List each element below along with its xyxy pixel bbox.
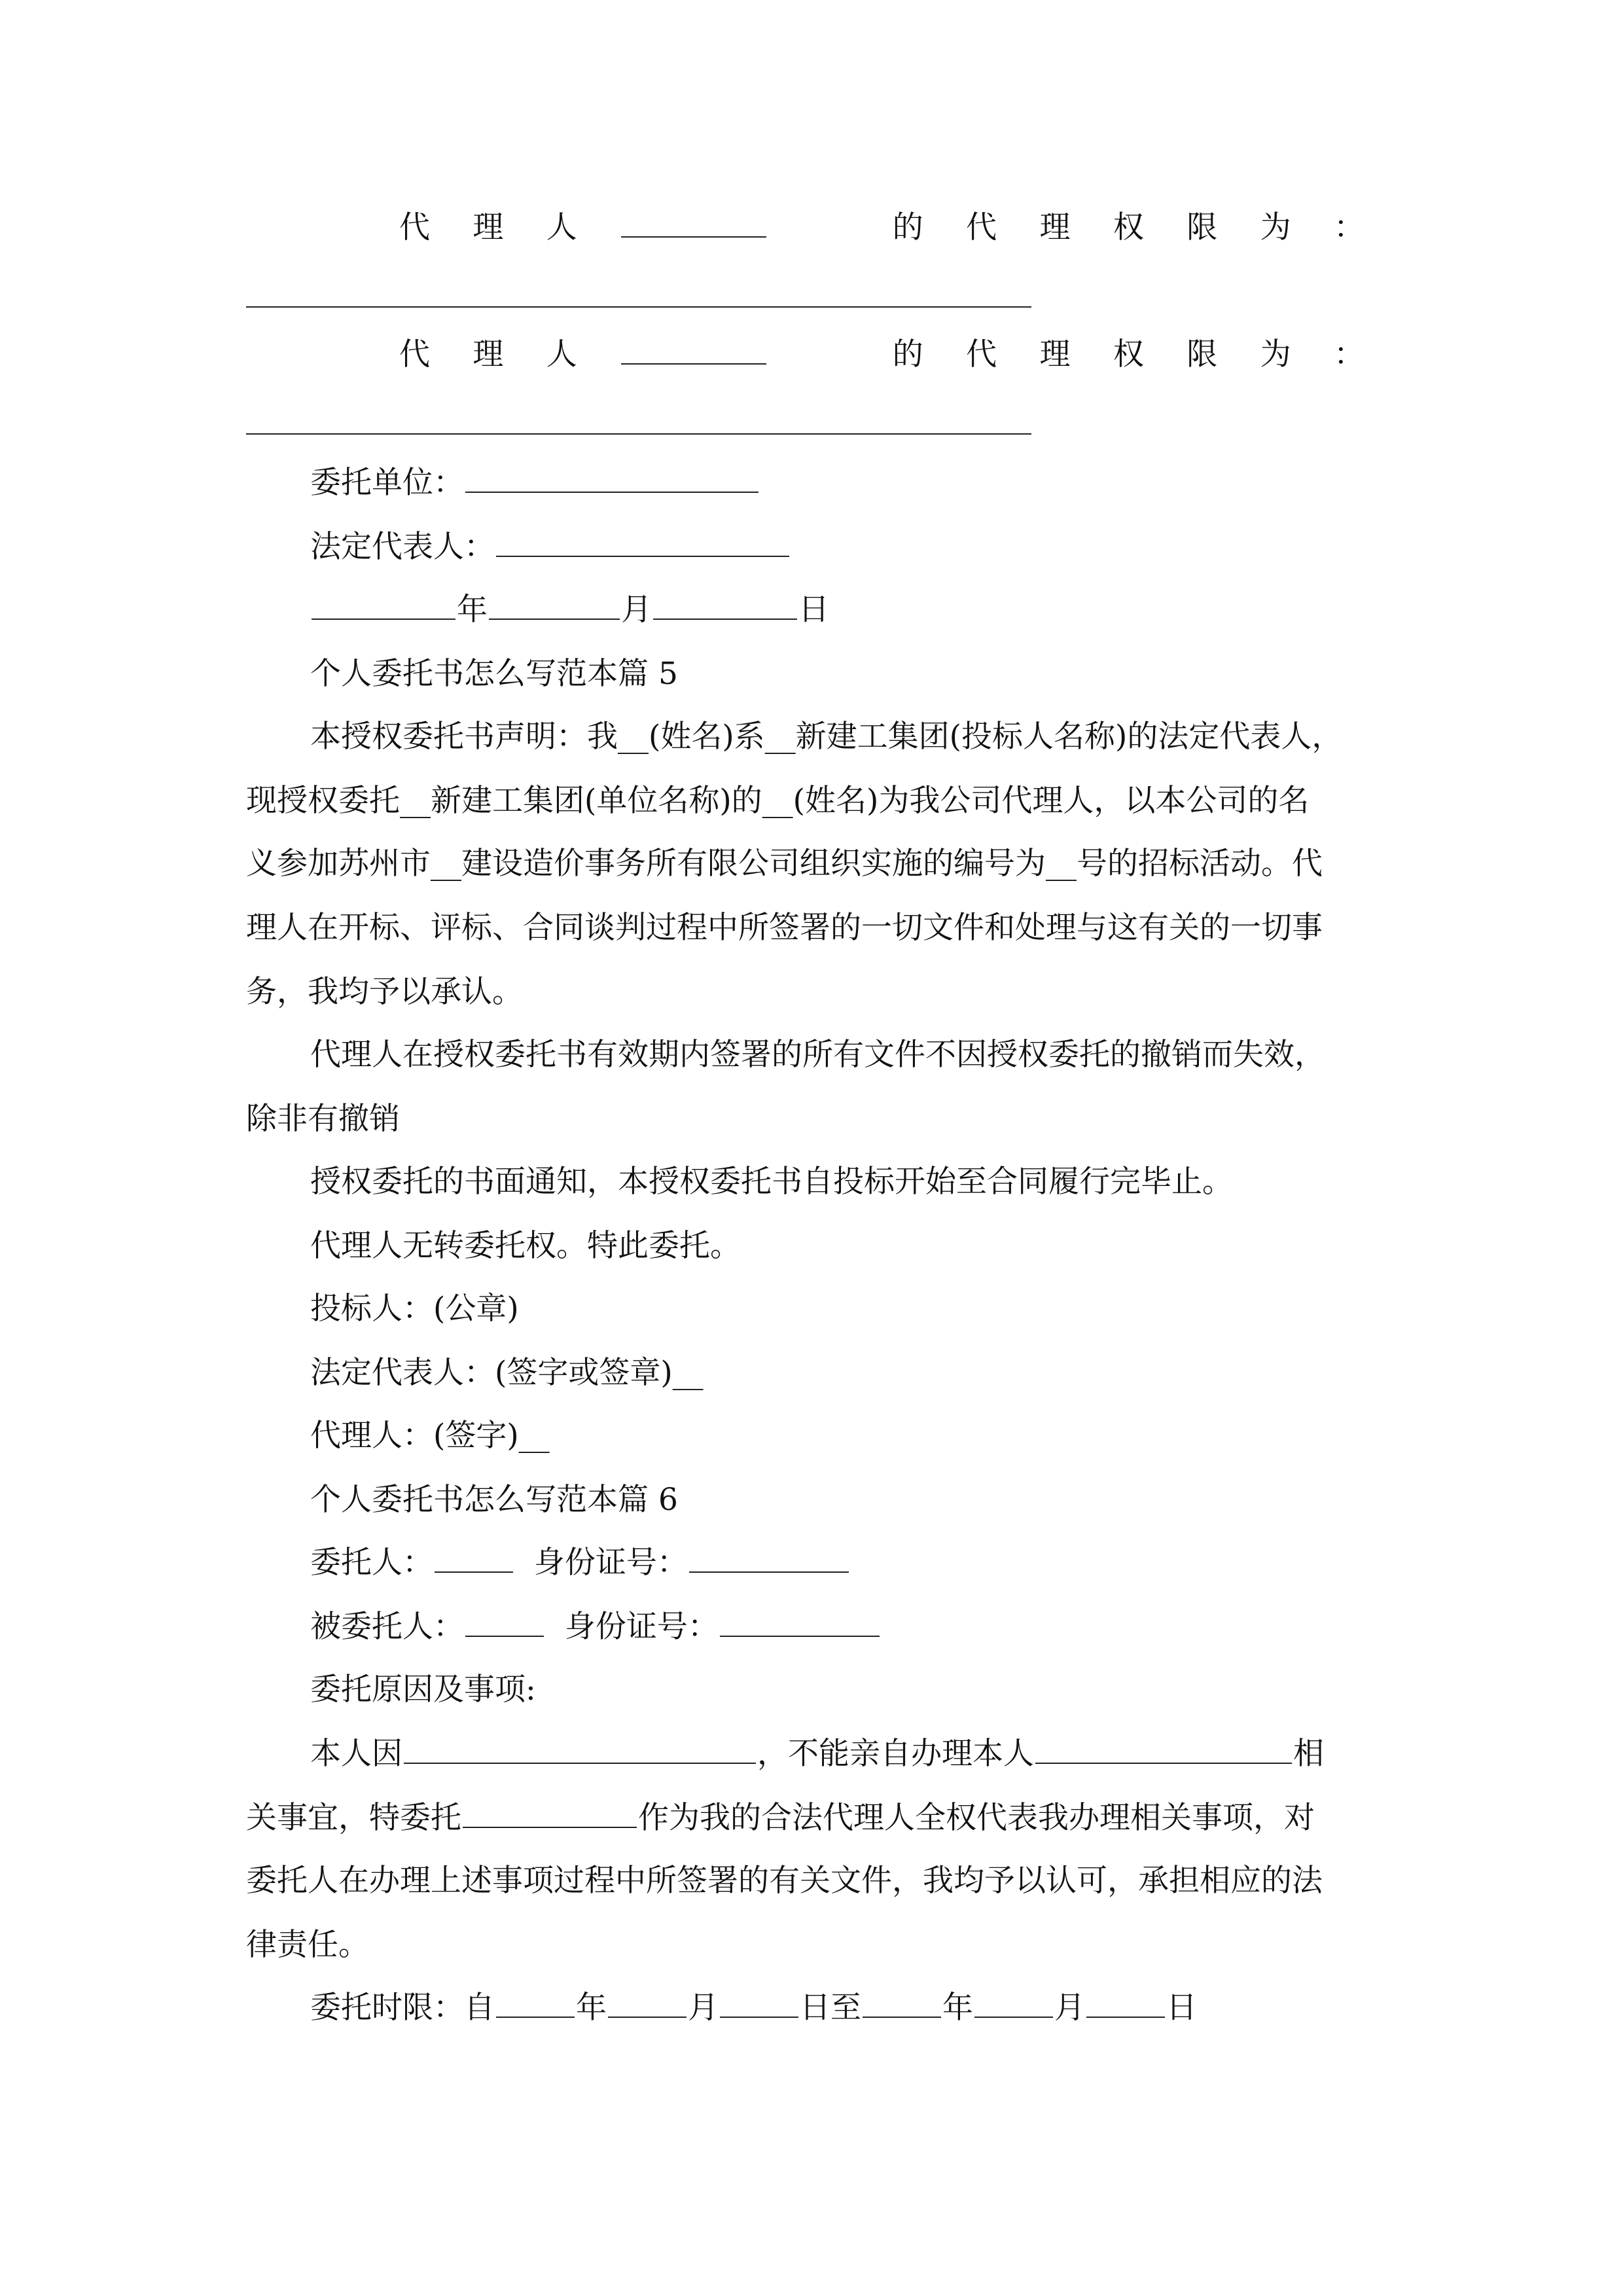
blank (974, 1990, 1053, 2018)
section6-p-line4: 律责任。 (246, 1927, 369, 1963)
legal-rep-line (310, 528, 1397, 567)
char: 代 (399, 336, 430, 372)
blank (720, 1990, 798, 2018)
matter-blank (1035, 1736, 1292, 1764)
principal-label: 委托人： (310, 1545, 433, 1581)
agent-name-blank (621, 337, 766, 365)
year-label: 年 (457, 592, 488, 628)
agent-id-label: 身份证号： (564, 1609, 719, 1645)
reason-blank (404, 1736, 756, 1764)
blank (1086, 1990, 1165, 2018)
text: 委托时限：自 (310, 1990, 495, 2026)
text: 月 (688, 1990, 719, 2026)
char: 人 (546, 209, 577, 245)
section5-p1-line3: 义参加苏州市__建设造价事务所有限公司组织实施的编号为__号的招标活动。代 (246, 846, 1323, 882)
principal-id-blank (689, 1545, 849, 1573)
section5-p2-line2: 除非有撤销 (246, 1101, 400, 1137)
text: 月 (1054, 1990, 1085, 2026)
section5-p1-line5: 务，我均予以承认。 (246, 974, 523, 1010)
entrust-unit-line (310, 463, 1397, 503)
char: 为 (1260, 336, 1291, 372)
section5-heading: 个人委托书怎么写范本篇 5 (310, 656, 678, 692)
char: 代 (966, 336, 997, 372)
char: 代 (966, 209, 997, 245)
text: 年 (576, 1990, 607, 2026)
blank (608, 1990, 687, 2018)
agent-label: 被委托人： (310, 1609, 464, 1645)
text: 相 (1293, 1736, 1324, 1772)
blank (496, 1990, 575, 2018)
char: 的 (892, 209, 923, 245)
authority-blank-line-2 (246, 433, 1031, 435)
text: 日至 (800, 1990, 861, 2026)
section6-p-line2 (246, 1799, 1398, 1838)
char: 的 (892, 336, 923, 372)
legal-rep-sign-line: 法定代表人：(签字或签章)__ (310, 1355, 704, 1391)
entrust-unit-blank (465, 465, 758, 493)
text: 年 (942, 1990, 973, 2026)
bidder-line: 投标人：(公章) (310, 1291, 519, 1327)
legal-rep-label: 法定代表人： (310, 529, 495, 565)
section5-p1-line1: 本授权委托书声明：我__(姓名)系__新建工集团(投标人名称)的法定代表人， (310, 719, 1343, 755)
section5-p3: 授权委托的书面通知，本授权委托书自投标开始至合同履行完毕止。 (310, 1164, 1233, 1200)
month-label: 月 (621, 592, 652, 628)
date-line (310, 590, 1397, 630)
blank (863, 1990, 941, 2018)
agent-name-blank (621, 210, 766, 238)
section6-heading: 个人委托书怎么写范本篇 6 (310, 1482, 678, 1518)
year-blank (312, 592, 455, 620)
term-line (310, 1988, 1397, 2028)
principal-id-label: 身份证号： (533, 1545, 688, 1581)
colon: ： (1333, 336, 1364, 372)
section5-p1-line4: 理人在开标、评标、合同谈判过程中所签署的一切文件和处理与这有关的一切事 (246, 910, 1323, 946)
text: 日 (1166, 1990, 1197, 2026)
agent-line (310, 1607, 1397, 1647)
char: 权 (1113, 336, 1144, 372)
authority-line-1 (399, 208, 1364, 247)
section5-p4: 代理人无转委托权。特此委托。 (310, 1228, 741, 1264)
char: 理 (1039, 336, 1071, 372)
principal-blank (435, 1545, 513, 1573)
authority-blank-line-1 (246, 306, 1031, 308)
section5-p1-line2: 现授权委托__新建工集团(单位名称)的__(姓名)为我公司代理人，以本公司的名 (246, 783, 1310, 819)
section6-p-line3: 委托人在办理上述事项过程中所签署的有关文件，我均予以认可，承担相应的法 (246, 1863, 1323, 1899)
char: 理 (1039, 209, 1071, 245)
section5-p2-line1: 代理人在授权委托书有效期内签署的所有文件不因授权委托的撤销而失效， (310, 1037, 1325, 1073)
legal-rep-blank (496, 529, 789, 557)
day-blank (653, 592, 797, 620)
agent-name-blank (463, 1801, 637, 1828)
agent-sign-line: 代理人：(签字)__ (310, 1418, 550, 1454)
text: ，不能亲自办理本人 (757, 1736, 1034, 1772)
authority-line-2 (399, 335, 1364, 374)
text: 作为我的合法代理人全权代表我办理相关事项，对 (638, 1800, 1315, 1836)
char: 权 (1113, 209, 1144, 245)
char: 人 (546, 336, 577, 372)
agent-id-blank (720, 1609, 880, 1637)
month-blank (489, 592, 620, 620)
agent-blank (465, 1609, 544, 1637)
char: 限 (1186, 336, 1218, 372)
char: 为 (1260, 209, 1291, 245)
text: 本人因 (310, 1736, 402, 1772)
section6-p-line1 (310, 1734, 1397, 1774)
text: 关事宜，特委托 (246, 1800, 461, 1836)
principal-line (310, 1543, 1397, 1583)
char: 理 (473, 209, 504, 245)
colon: ： (1333, 209, 1364, 245)
day-label: 日 (798, 592, 829, 628)
reason-title: 委托原因及事项: (310, 1672, 536, 1708)
entrust-unit-label: 委托单位： (310, 465, 464, 501)
char: 代 (399, 209, 430, 245)
char: 理 (473, 336, 504, 372)
char: 限 (1186, 209, 1218, 245)
